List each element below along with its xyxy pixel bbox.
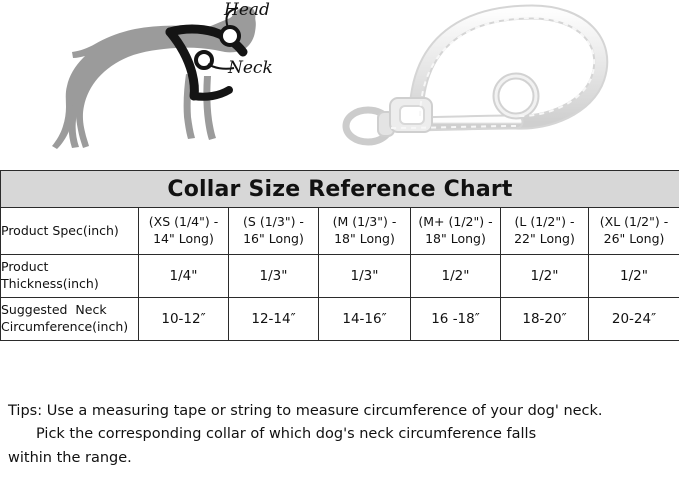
row-label-line-1: Product	[1, 259, 49, 275]
spec-line-1: (M (1/3") -	[332, 214, 397, 230]
thickness-s: 1/3"	[229, 255, 319, 298]
thickness-xl: 1/2"	[589, 255, 679, 298]
table-row	[1, 208, 679, 255]
circumference-m-plus: 16 -18″	[411, 298, 501, 341]
table-title-row	[1, 171, 679, 208]
row-label-line-1: Suggested Neck	[1, 302, 107, 318]
row-label-thickness	[1, 255, 139, 298]
tips-lead: Tips:	[8, 403, 47, 419]
spec-line-2: 14" Long)	[153, 231, 214, 246]
spec-line-1: (S (1/3") -	[243, 214, 304, 230]
row-label-line-2: Circumference(inch)	[1, 319, 129, 334]
thickness-l: 1/2"	[501, 255, 589, 298]
head-label: Head	[224, 0, 270, 20]
circumference-l: 18-20″	[501, 298, 589, 341]
row-label-neck-circumference	[1, 298, 139, 341]
spec-cell-xl	[589, 208, 679, 255]
table-row	[1, 255, 679, 298]
size-chart-table-wrapper	[0, 170, 679, 341]
tips-line-1	[8, 400, 670, 423]
spec-line-1: (XS (1/4") -	[148, 214, 219, 230]
illustration-area	[0, 0, 679, 170]
spec-line-1: (L (1/2") -	[514, 214, 575, 230]
dog-collar-icon	[320, 0, 660, 170]
dog-silhouette-icon	[18, 0, 308, 170]
spec-line-2: 16" Long)	[243, 231, 304, 246]
spec-line-1: (XL (1/2") -	[599, 214, 669, 230]
circumference-s: 12-14″	[229, 298, 319, 341]
tips-line-2: Pick the corresponding collar of which dog's neck circumference falls	[36, 426, 537, 443]
spec-cell-m-plus	[411, 208, 501, 255]
tips-section	[8, 400, 670, 470]
row-label-line-2: Thickness(inch)	[1, 276, 99, 291]
spec-line-2: 18" Long)	[334, 231, 395, 246]
thickness-xs: 1/4"	[139, 255, 229, 298]
circumference-xl: 20-24″	[589, 298, 679, 341]
tips-line-3: within the range.	[8, 449, 132, 466]
row-label-product-spec: Product Spec(inch)	[1, 208, 139, 255]
thickness-m: 1/3"	[319, 255, 411, 298]
spec-cell-xs	[139, 208, 229, 255]
spec-cell-m	[319, 208, 411, 255]
neck-label: Neck	[228, 58, 273, 78]
size-chart-table	[0, 170, 679, 341]
spec-line-2: 22" Long)	[514, 231, 575, 246]
spec-line-2: 18" Long)	[425, 231, 486, 246]
spec-cell-l	[501, 208, 589, 255]
spec-cell-s	[229, 208, 319, 255]
spec-line-1: (M+ (1/2") -	[418, 214, 493, 230]
circumference-xs: 10-12″	[139, 298, 229, 341]
thickness-m-plus: 1/2"	[411, 255, 501, 298]
table-row	[1, 298, 679, 341]
circumference-m: 14-16″	[319, 298, 411, 341]
tips-text-1: Use a measuring tape or string to measure circumference of your dog' neck.	[46, 403, 603, 419]
spec-line-2: 26" Long)	[603, 231, 665, 246]
chart-title: Collar Size Reference Chart	[1, 171, 679, 208]
